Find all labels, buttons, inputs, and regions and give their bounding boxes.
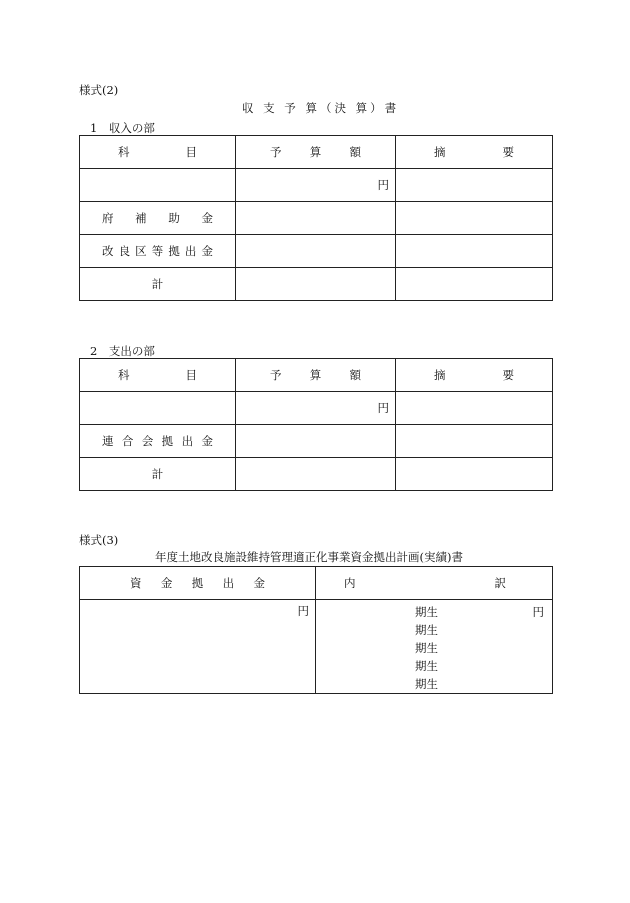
period-label: 期生: [415, 605, 438, 619]
fund-header-label-char: 出: [222, 576, 235, 590]
subject-label-char: 等: [151, 244, 164, 258]
subject-cell: [80, 425, 236, 458]
form2-label: 様式(2): [79, 83, 119, 97]
table-row: [80, 392, 553, 425]
subject-label-char: 連: [102, 434, 114, 448]
subject-label-char: 出: [181, 434, 194, 448]
yen-unit: 円: [532, 605, 544, 619]
subject-label-char: 府: [102, 211, 114, 225]
subject-label-char: 区: [135, 244, 147, 258]
form3-label: 様式(3): [79, 533, 119, 547]
expense-heading: 2 支出の部: [90, 344, 155, 358]
table-row: [80, 425, 553, 458]
subject-label-char: 出: [184, 244, 197, 258]
period-line: [316, 675, 552, 693]
subject-cell: 計: [80, 458, 236, 491]
fund-header-label-char: 資: [130, 576, 142, 590]
fund-header-row: [80, 567, 553, 600]
note-cell: [396, 268, 553, 301]
income-table: [79, 135, 553, 301]
note-cell: [396, 202, 553, 235]
col-subject-header: 科 目: [80, 136, 236, 169]
note-cell: [396, 235, 553, 268]
subject-cell: [80, 392, 236, 425]
form3-title: 年度土地改良施設維持管理適正化事業資金拠出計画(実績)書: [155, 550, 463, 564]
subject-cell: [80, 202, 236, 235]
subject-label-char: 金: [201, 244, 213, 258]
col-note-header: 摘 要: [396, 136, 553, 169]
period-line: [316, 621, 552, 639]
table-row: [80, 235, 553, 268]
note-cell: [396, 425, 553, 458]
col-budget-header: 予 算 額: [236, 136, 396, 169]
fund-header-label-char: 金: [160, 576, 173, 590]
table-row: [80, 169, 553, 202]
fund-header-label: [80, 575, 315, 591]
budget-cell: [236, 458, 396, 491]
fund-amount-cell: [80, 600, 316, 694]
budget-cell: [236, 425, 396, 458]
col-note-header: 摘 要: [396, 359, 553, 392]
table-row: [80, 202, 553, 235]
subject-label-char: 補: [135, 211, 147, 225]
fund-header-label-char: 拠: [191, 576, 204, 590]
subject-label-char: 拠: [161, 434, 174, 448]
subject-cell: [80, 235, 236, 268]
period-label: 期生: [415, 677, 438, 691]
yen-unit: 円: [377, 401, 389, 415]
subject-label-char: 改: [102, 244, 114, 258]
subject-label-char: 会: [141, 434, 154, 448]
subject-label-char: 良: [118, 244, 131, 258]
fund-header-label-char: 金: [253, 576, 265, 590]
subject-label: [80, 243, 235, 259]
fund-table: [79, 566, 553, 694]
income-header-row: [80, 136, 553, 169]
col-fund-header: [80, 567, 316, 600]
subject-label-char: 拠: [168, 244, 180, 258]
period-line: [316, 657, 552, 675]
subject-label-char: 金: [201, 434, 213, 448]
form2-title: 収 支 予 算（決 算）書: [242, 101, 400, 115]
note-cell: [396, 458, 553, 491]
period-line: [316, 603, 552, 621]
yen-unit: 円: [297, 604, 309, 618]
period-label: 期生: [415, 623, 438, 637]
col-subject-header: 科 目: [80, 359, 236, 392]
period-line: [316, 639, 552, 657]
subject-label-char: 助: [168, 211, 180, 225]
subject-label: [80, 210, 235, 226]
period-label: 期生: [415, 659, 438, 673]
income-heading: 1 収入の部: [90, 121, 155, 135]
col-detail-header: 内 訳: [316, 567, 553, 600]
subject-label: [80, 433, 235, 449]
expense-header-row: [80, 359, 553, 392]
table-row: [80, 600, 553, 694]
col-budget-header: 予 算 額: [236, 359, 396, 392]
table-row: [80, 458, 553, 491]
budget-cell: [236, 169, 396, 202]
period-label: 期生: [415, 641, 438, 655]
budget-cell: [236, 268, 396, 301]
detail-cell: [316, 600, 553, 694]
budget-cell: [236, 202, 396, 235]
yen-unit: 円: [377, 178, 389, 192]
budget-cell: [236, 235, 396, 268]
expense-table: [79, 358, 553, 491]
subject-label-char: 合: [121, 434, 134, 448]
subject-cell: [80, 169, 236, 202]
subject-label-char: 金: [201, 211, 213, 225]
subject-cell: 計: [80, 268, 236, 301]
table-row: [80, 268, 553, 301]
budget-cell: [236, 392, 396, 425]
note-cell: [396, 392, 553, 425]
note-cell: [396, 169, 553, 202]
